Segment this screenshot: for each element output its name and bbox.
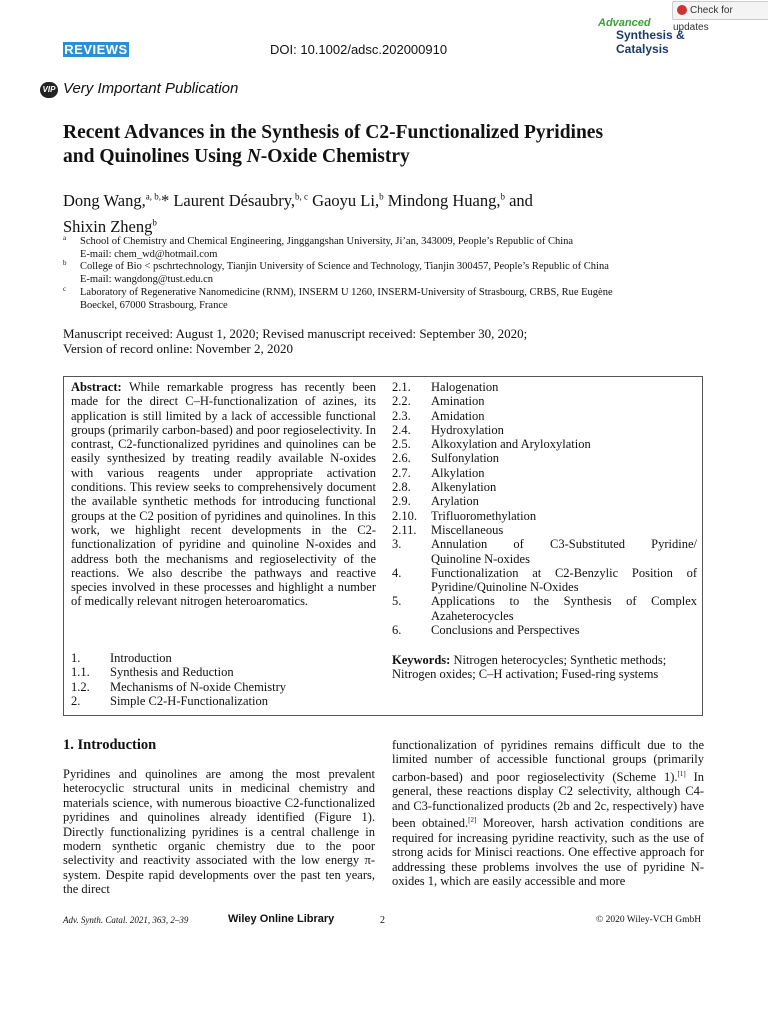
toc-text: Sulfonylation (431, 451, 500, 466)
author-sup: b (500, 191, 505, 201)
keywords-text: Nitrogen heterocycles; Synthetic methods; Nitrogen oxides; C–H activation; Fused-ring systems (392, 653, 667, 682)
toc-item[interactable] (392, 537, 697, 566)
author-sep: * (160, 190, 174, 210)
affiliation-text (80, 235, 705, 261)
toc-item[interactable] (392, 466, 697, 480)
author[interactable] (173, 191, 312, 210)
toc-text: Alkylation (431, 465, 485, 480)
affiliation-email[interactable]: E-mail: wangdong@tust.edu.cn (80, 274, 214, 285)
affiliation-mark: a (63, 234, 67, 242)
toc-num: 2.11. (392, 522, 417, 537)
body-text-left: Pyridines and quinolines are among the most prevalent heterocyclic structural units in medicinal chemistry and materials science, with numerous bioactive C2-functionalized pyridines and quinolines already identified (Figure 1). Directly functionalizing pyridines is a central challenge in modern synthetic organic chemistry due to the poor selectivity and reactivity associated with the low energy π-system. Despite rapid developments over the past ten years, the direct (63, 767, 375, 897)
toc-num: 6. (392, 623, 402, 638)
toc-num: 1.2. (71, 679, 90, 694)
toc-text: Arylation (431, 494, 479, 509)
logo-line-1: Advanced (598, 17, 651, 29)
toc-text: Simple C2-H-Functionalization (110, 693, 268, 708)
toc-text: Hydroxylation (431, 422, 504, 437)
affiliation-line: Laboratory of Regenerative Nanomedicine (RNM), INSERM U 1260, INSERM-University of Strasbourg, CRBS, Rue Eugène (80, 287, 613, 298)
update-icon (677, 5, 687, 15)
toc-num: 2.3. (392, 408, 411, 423)
title-part: -Oxide Chemistry (260, 146, 410, 167)
abstract-text: While remarkable progress has recently been made for the direct C–H-functionalization of azines, its application is still limited by a lack of accessible functional groups (primarily carbon-based) and poor regioselectivity. In contrast, C2-functionalized pyridines and quinolines can be easily synthesized by treating readily available N-oxides with various reagents under appropriate activation conditions. This review seeks to comprehensively document the available synthetic methods for introducing functional groups at the C2 position of pyridines and quinolines. In this work, we highlight recent developments in the C2-functionalization of pyridine and quinoline N-oxides and address both the mechanisms and regioselectivity of the reactions. We also describe the pathways and reactive species involved in these processes and highlight a number of medically relevant nitrogen heteroaromatics. (71, 380, 376, 609)
toc-item[interactable] (392, 523, 697, 537)
affiliation-email[interactable]: E-mail: chem_wd@hotmail.com (80, 249, 218, 260)
toc-num: 2.5. (392, 437, 411, 452)
check-for-updates-button[interactable] (672, 1, 768, 33)
affiliation-line: School of Chemistry and Chemical Engineering, Jinggangshan University, Ji’an, 343009, People’s Republic of China (80, 236, 574, 247)
author-sup: b (152, 217, 157, 228)
abstract-label: Abstract: (71, 380, 122, 394)
doi[interactable]: DOI: 10.1002/adsc.202000910 (270, 42, 448, 57)
toc-num: 2.6. (392, 451, 411, 466)
toc-num: 1.1. (71, 665, 90, 680)
toc-item[interactable] (392, 380, 697, 394)
toc-item[interactable] (71, 665, 376, 679)
author-name: Gaoyu Li, (312, 190, 380, 210)
toc-item[interactable] (392, 409, 697, 423)
toc-item[interactable] (392, 566, 697, 595)
toc-num: 2.4. (392, 422, 411, 437)
toc-text: Synthesis and Reduction (110, 665, 234, 680)
author[interactable] (63, 191, 173, 210)
author-sup: b, c (295, 191, 309, 201)
section-heading: 1. Introduction (63, 737, 157, 753)
affiliation-text (80, 260, 705, 286)
affiliation-mark: b (63, 259, 67, 267)
logo-line-2: Synthesis & (616, 28, 685, 42)
toc-text: Halogenation (431, 380, 499, 394)
toc-num: 2.9. (392, 494, 411, 509)
toc-num: 4. (392, 565, 402, 580)
toc-num: 5. (392, 594, 402, 609)
toc-num: 2.1. (392, 380, 411, 394)
toc-item[interactable] (71, 651, 376, 665)
toc-num: 1. (71, 651, 81, 665)
check-updates-label: Check for updates (673, 5, 733, 33)
toc-item[interactable] (392, 423, 697, 437)
title-line-1: Recent Advances in the Synthesis of C2-Functionalized Pyridines (63, 122, 604, 143)
toc-item[interactable] (392, 394, 697, 408)
toc-right (392, 380, 697, 640)
toc-item[interactable] (392, 451, 697, 465)
toc-text-cont: Azaheterocycles (431, 608, 514, 623)
author-name: Dong Wang, (63, 190, 146, 210)
manuscript-dates (63, 326, 713, 356)
toc-num: 2.8. (392, 480, 411, 495)
affiliation-line: Boeckel, 67000 Strasbourg, France (80, 300, 228, 311)
body-text: Moreover, harsh activation conditions are required for increasing pyridine reactivity, such as the use of strong acids for Minisci reactions. One effective approach for addressing these problems involves the use of pyridine N-oxides 1, which are easily accessible and more (392, 816, 704, 888)
footer-citation: Adv. Synth. Catal. 2021, 363, 2–39 (63, 915, 189, 925)
page-number: 2 (380, 915, 385, 926)
toc-text: Miscellaneous (431, 522, 504, 537)
toc-text: Conclusions and Perspectives (431, 623, 580, 638)
affiliation-b (63, 260, 708, 286)
section-label: REVIEWS (64, 42, 128, 57)
author-name: Laurent Désaubry, (173, 190, 296, 210)
toc-text: Functionalization at C2-Benzylic Position of (431, 565, 697, 580)
toc-text-cont: Quinoline N-oxides (431, 551, 530, 566)
author-list (63, 185, 713, 238)
toc-item[interactable] (392, 437, 697, 451)
toc-item[interactable] (392, 509, 697, 523)
author-sup: b (379, 191, 384, 201)
toc-text: Alkenylation (431, 480, 497, 495)
toc-item[interactable] (392, 623, 697, 637)
toc-text: Annulation of C3-Substituted Pyridine/ (431, 537, 697, 552)
reference-link[interactable]: [2] (468, 816, 477, 825)
affiliation-mark: c (63, 285, 67, 293)
toc-num: 2.2. (392, 394, 411, 409)
toc-text: Introduction (110, 651, 172, 665)
affiliation-a (63, 235, 708, 261)
vip-icon: VIP (40, 82, 58, 98)
toc-text: Trifluoromethylation (431, 508, 537, 523)
affiliation-line: College of Bio < pschrtechnology, Tianjin University of Science and Technology, Tianjin 300457, People’s Republic of China (80, 261, 609, 272)
footer-copyright: © 2020 Wiley-VCH GmbH (596, 915, 702, 925)
toc-text: Mechanisms of N-oxide Chemistry (110, 679, 287, 694)
toc-text-cont: Pyridine/Quinoline N-Oxides (431, 580, 579, 595)
vip-label: Very Important Publication (63, 80, 239, 97)
dates-line: Version of record online: November 2, 2020 (63, 341, 293, 356)
abstract (71, 380, 376, 609)
toc-text: Amidation (431, 408, 485, 423)
toc-num: 3. (392, 537, 402, 552)
toc-item[interactable] (71, 694, 376, 708)
toc-item[interactable] (392, 480, 697, 494)
title-line-2 (63, 145, 723, 169)
toc-text: Applications to the Synthesis of Complex (431, 594, 697, 609)
keywords-label: Keywords: (392, 653, 451, 667)
logo-line-3: Catalysis (616, 42, 669, 56)
footer-library[interactable]: Wiley Online Library (228, 913, 335, 925)
body-text: functionalization of pyridines remains difficult due to the limited number of accessible functional groups (primarily carbon-based) and poor regioselectivity (Scheme 1). (392, 738, 704, 784)
toc-item[interactable] (392, 594, 697, 623)
reference-link[interactable]: [1] (677, 769, 686, 778)
author-name: Shixin Zheng (63, 217, 153, 236)
author-sep: and (504, 190, 533, 210)
article-title (63, 121, 723, 169)
toc-num: 2.7. (392, 465, 411, 480)
toc-text: Alkoxylation and Aryloxylation (431, 437, 591, 452)
toc-num: 2.10. (392, 508, 417, 523)
body-text: In general, these reactions display C2 selectivity, although C4- and C3-functionalized products (2b and 2c, respectively) have been obtained. (392, 769, 704, 831)
author-name: Mindong Huang, (387, 190, 501, 210)
author[interactable] (312, 191, 388, 210)
toc-item[interactable] (71, 680, 376, 694)
author-sup: a, b, (145, 191, 161, 201)
title-part: and Quinolines Using (63, 146, 247, 167)
dates-line: Manuscript received: August 1, 2020; Revised manuscript received: September 30, 2020; (63, 326, 528, 341)
toc-num: 2. (71, 693, 81, 708)
toc-text: Amination (431, 394, 485, 409)
toc-left (71, 651, 376, 709)
affiliation-c (63, 286, 708, 312)
affiliation-text (80, 286, 705, 312)
keywords (392, 653, 697, 682)
toc-item[interactable] (392, 494, 697, 508)
author[interactable] (388, 191, 533, 210)
title-part-italic: N (246, 146, 261, 167)
body-text-right (392, 738, 704, 888)
author[interactable] (63, 217, 157, 236)
